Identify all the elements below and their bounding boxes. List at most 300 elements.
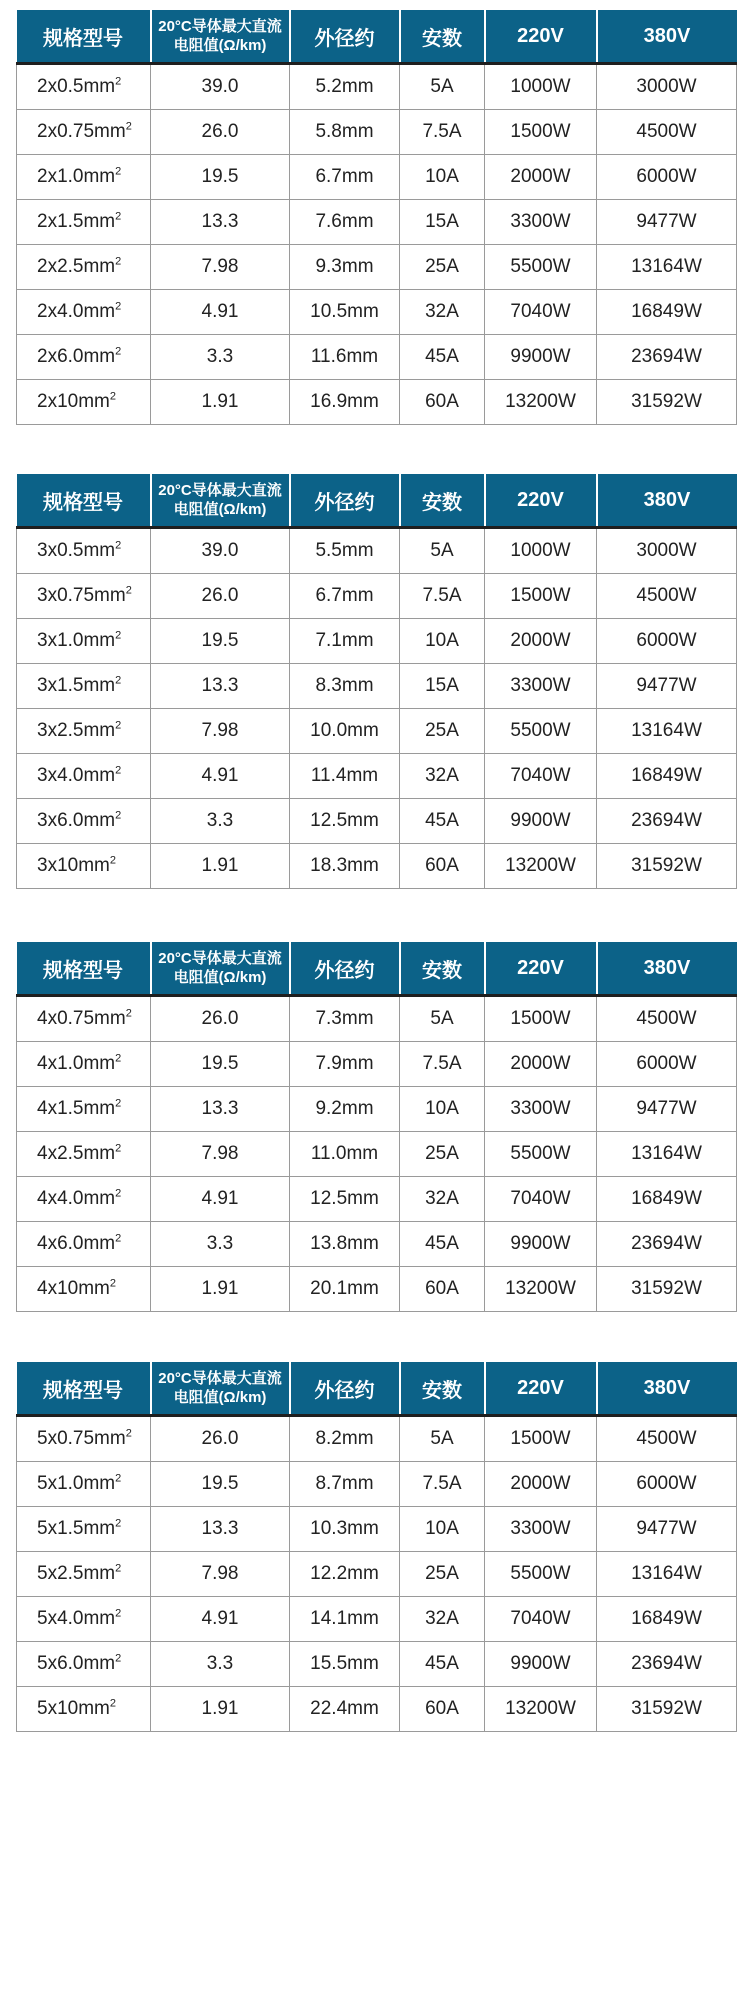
cell-ampacity: 7.5A xyxy=(400,1462,485,1507)
spec-superscript: 2 xyxy=(115,75,122,88)
cell-diameter: 5.8mm xyxy=(290,110,400,155)
table-row xyxy=(17,1267,737,1312)
table-row xyxy=(17,664,737,709)
cell-ampacity: 10A xyxy=(400,1507,485,1552)
spec-superscript: 2 xyxy=(115,539,122,552)
cell-power-380v: 9477W xyxy=(597,1507,737,1552)
cell-power-220v: 7040W xyxy=(485,1597,597,1642)
cell-power-380v: 13164W xyxy=(597,1552,737,1597)
table-row xyxy=(17,245,737,290)
table-row xyxy=(17,1132,737,1177)
cell-diameter: 7.1mm xyxy=(290,619,400,664)
spec-text: 2x10mm xyxy=(37,391,110,412)
cell-resistance: 39.0 xyxy=(151,64,290,110)
cell-diameter: 16.9mm xyxy=(290,380,400,425)
cell-power-220v: 3300W xyxy=(485,1087,597,1132)
header-resistance-line1: 20°C导体最大直流 xyxy=(158,18,282,35)
cell-power-220v: 1000W xyxy=(485,64,597,110)
cell-spec xyxy=(17,1267,151,1312)
cell-ampacity: 60A xyxy=(400,1687,485,1732)
table-row xyxy=(17,1687,737,1732)
cell-ampacity: 32A xyxy=(400,1177,485,1222)
spec-text: 3x4.0mm xyxy=(37,765,116,786)
cell-ampacity: 60A xyxy=(400,844,485,889)
header-row xyxy=(17,474,737,528)
cell-power-220v: 1500W xyxy=(485,996,597,1042)
cell-power-220v: 9900W xyxy=(485,1222,597,1267)
cell-power-220v: 9900W xyxy=(485,799,597,844)
header-resistance xyxy=(151,474,290,528)
spec-text: 3x1.0mm xyxy=(37,630,116,651)
spec-text: 5x2.5mm xyxy=(37,1563,116,1584)
header-row xyxy=(17,10,737,64)
cell-power-220v: 5500W xyxy=(485,709,597,754)
spec-superscript: 2 xyxy=(115,674,122,687)
cell-power-220v: 1500W xyxy=(485,110,597,155)
table-row xyxy=(17,1462,737,1507)
cell-spec xyxy=(17,1687,151,1732)
spec-superscript: 2 xyxy=(109,390,116,403)
cell-resistance: 19.5 xyxy=(151,1042,290,1087)
cell-power-380v: 16849W xyxy=(597,754,737,799)
cell-spec xyxy=(17,335,151,380)
header-resistance-line2: 电阻值(Ω/km) xyxy=(173,501,267,518)
header-resistance-line1: 20°C导体最大直流 xyxy=(158,950,282,967)
header-diameter: 外径约 xyxy=(290,942,400,996)
header-ampacity: 安数 xyxy=(400,1362,485,1416)
cell-resistance: 7.98 xyxy=(151,1552,290,1597)
cell-power-220v: 2000W xyxy=(485,1042,597,1087)
spec-text: 2x1.0mm xyxy=(37,166,116,187)
cell-spec xyxy=(17,1642,151,1687)
cell-resistance: 7.98 xyxy=(151,245,290,290)
cell-power-380v: 31592W xyxy=(597,844,737,889)
spec-superscript: 2 xyxy=(109,1697,116,1710)
spec-superscript: 2 xyxy=(115,1562,122,1575)
table-row xyxy=(17,1087,737,1132)
table-row xyxy=(17,110,737,155)
cell-spec xyxy=(17,709,151,754)
cell-spec xyxy=(17,1507,151,1552)
cell-ampacity: 5A xyxy=(400,64,485,110)
cell-diameter: 15.5mm xyxy=(290,1642,400,1687)
spec-superscript: 2 xyxy=(115,1652,122,1665)
cell-diameter: 10.0mm xyxy=(290,709,400,754)
cell-spec xyxy=(17,1177,151,1222)
cell-resistance: 19.5 xyxy=(151,155,290,200)
cell-ampacity: 60A xyxy=(400,1267,485,1312)
cell-resistance: 4.91 xyxy=(151,1177,290,1222)
spec-superscript: 2 xyxy=(115,1187,122,1200)
cell-spec xyxy=(17,110,151,155)
cell-ampacity: 15A xyxy=(400,664,485,709)
cell-power-380v: 6000W xyxy=(597,619,737,664)
table-row xyxy=(17,64,737,110)
header-220v: 220V xyxy=(485,10,597,64)
cell-power-220v: 2000W xyxy=(485,619,597,664)
cell-diameter: 12.2mm xyxy=(290,1552,400,1597)
cell-ampacity: 10A xyxy=(400,155,485,200)
spec-text: 5x1.5mm xyxy=(37,1518,116,1539)
table-row xyxy=(17,574,737,619)
spec-superscript: 2 xyxy=(115,1097,122,1110)
cell-diameter: 8.3mm xyxy=(290,664,400,709)
cell-spec xyxy=(17,1597,151,1642)
cell-power-380v: 16849W xyxy=(597,290,737,335)
cell-power-220v: 5500W xyxy=(485,245,597,290)
header-ampacity: 安数 xyxy=(400,942,485,996)
cell-resistance: 26.0 xyxy=(151,110,290,155)
spec-text: 2x4.0mm xyxy=(37,301,116,322)
spec-text: 4x6.0mm xyxy=(37,1233,116,1254)
spec-superscript: 2 xyxy=(125,584,132,597)
cell-power-220v: 2000W xyxy=(485,155,597,200)
cell-resistance: 1.91 xyxy=(151,1687,290,1732)
header-resistance xyxy=(151,942,290,996)
header-resistance xyxy=(151,1362,290,1416)
spec-superscript: 2 xyxy=(115,345,122,358)
spec-text: 3x10mm xyxy=(37,855,110,876)
table-row xyxy=(17,1642,737,1687)
header-220v: 220V xyxy=(485,474,597,528)
cell-power-380v: 4500W xyxy=(597,574,737,619)
spec-table-3-core xyxy=(16,474,737,889)
spec-text: 2x0.5mm xyxy=(37,76,116,97)
cell-power-380v: 16849W xyxy=(597,1597,737,1642)
spec-text: 4x10mm xyxy=(37,1278,110,1299)
spec-superscript: 2 xyxy=(115,210,122,223)
spec-text: 2x1.5mm xyxy=(37,211,116,232)
cell-power-380v: 3000W xyxy=(597,528,737,574)
cell-ampacity: 10A xyxy=(400,619,485,664)
table-row xyxy=(17,1552,737,1597)
cell-spec xyxy=(17,1087,151,1132)
header-ampacity: 安数 xyxy=(400,10,485,64)
cell-spec xyxy=(17,574,151,619)
cell-ampacity: 5A xyxy=(400,996,485,1042)
spec-superscript: 2 xyxy=(115,764,122,777)
cell-ampacity: 25A xyxy=(400,245,485,290)
cell-power-380v: 31592W xyxy=(597,380,737,425)
cell-ampacity: 60A xyxy=(400,380,485,425)
cell-diameter: 9.3mm xyxy=(290,245,400,290)
cell-resistance: 39.0 xyxy=(151,528,290,574)
spec-superscript: 2 xyxy=(125,1007,132,1020)
cell-resistance: 1.91 xyxy=(151,1267,290,1312)
spec-text: 4x1.0mm xyxy=(37,1053,116,1074)
cell-ampacity: 45A xyxy=(400,799,485,844)
spec-text: 2x2.5mm xyxy=(37,256,116,277)
cell-power-220v: 7040W xyxy=(485,290,597,335)
cell-ampacity: 7.5A xyxy=(400,110,485,155)
cell-power-220v: 5500W xyxy=(485,1552,597,1597)
spec-superscript: 2 xyxy=(115,165,122,178)
cell-ampacity: 45A xyxy=(400,1642,485,1687)
cell-resistance: 1.91 xyxy=(151,380,290,425)
table-row xyxy=(17,709,737,754)
spec-superscript: 2 xyxy=(125,120,132,133)
spec-superscript: 2 xyxy=(115,1052,122,1065)
cell-power-380v: 23694W xyxy=(597,1222,737,1267)
header-resistance-line1: 20°C导体最大直流 xyxy=(158,1370,282,1387)
header-diameter: 外径约 xyxy=(290,1362,400,1416)
cell-diameter: 12.5mm xyxy=(290,1177,400,1222)
cell-resistance: 4.91 xyxy=(151,290,290,335)
spec-superscript: 2 xyxy=(125,1427,132,1440)
cell-power-380v: 23694W xyxy=(597,799,737,844)
cell-power-220v: 9900W xyxy=(485,335,597,380)
cell-power-220v: 2000W xyxy=(485,1462,597,1507)
header-spec: 规格型号 xyxy=(17,10,151,64)
cell-diameter: 6.7mm xyxy=(290,574,400,619)
header-spec: 规格型号 xyxy=(17,474,151,528)
cell-power-220v: 7040W xyxy=(485,1177,597,1222)
cell-resistance: 3.3 xyxy=(151,1642,290,1687)
cell-power-380v: 6000W xyxy=(597,155,737,200)
table-row xyxy=(17,155,737,200)
cell-diameter: 7.9mm xyxy=(290,1042,400,1087)
cell-ampacity: 5A xyxy=(400,528,485,574)
spec-superscript: 2 xyxy=(115,1472,122,1485)
cell-spec xyxy=(17,64,151,110)
spec-superscript: 2 xyxy=(115,255,122,268)
cell-resistance: 4.91 xyxy=(151,754,290,799)
spec-superscript: 2 xyxy=(115,300,122,313)
cell-power-220v: 13200W xyxy=(485,1267,597,1312)
cell-resistance: 13.3 xyxy=(151,664,290,709)
cell-resistance: 26.0 xyxy=(151,996,290,1042)
cell-power-380v: 13164W xyxy=(597,245,737,290)
cell-resistance: 7.98 xyxy=(151,1132,290,1177)
cell-diameter: 7.6mm xyxy=(290,200,400,245)
spec-text: 3x0.5mm xyxy=(37,540,116,561)
spec-text: 5x1.0mm xyxy=(37,1473,116,1494)
cell-power-380v: 31592W xyxy=(597,1267,737,1312)
header-220v: 220V xyxy=(485,942,597,996)
cell-power-380v: 6000W xyxy=(597,1042,737,1087)
spec-text: 4x2.5mm xyxy=(37,1143,116,1164)
cell-diameter: 11.0mm xyxy=(290,1132,400,1177)
table-row xyxy=(17,335,737,380)
cell-diameter: 5.2mm xyxy=(290,64,400,110)
table-row xyxy=(17,290,737,335)
cell-resistance: 3.3 xyxy=(151,335,290,380)
cell-power-220v: 13200W xyxy=(485,380,597,425)
cell-ampacity: 32A xyxy=(400,754,485,799)
cell-diameter: 5.5mm xyxy=(290,528,400,574)
spec-table-5-core xyxy=(16,1362,737,1732)
cell-resistance: 3.3 xyxy=(151,1222,290,1267)
cell-power-380v: 16849W xyxy=(597,1177,737,1222)
spec-table-4-core xyxy=(16,942,737,1312)
header-resistance-line2: 电阻值(Ω/km) xyxy=(173,1389,267,1406)
cell-diameter: 7.3mm xyxy=(290,996,400,1042)
cell-ampacity: 45A xyxy=(400,1222,485,1267)
header-diameter: 外径约 xyxy=(290,10,400,64)
header-resistance-line1: 20°C导体最大直流 xyxy=(158,482,282,499)
spec-table-2-core xyxy=(16,10,737,425)
header-spec: 规格型号 xyxy=(17,1362,151,1416)
cell-spec xyxy=(17,844,151,889)
spec-superscript: 2 xyxy=(115,629,122,642)
cell-ampacity: 15A xyxy=(400,200,485,245)
cell-power-220v: 13200W xyxy=(485,1687,597,1732)
cell-power-220v: 1500W xyxy=(485,574,597,619)
cell-resistance: 1.91 xyxy=(151,844,290,889)
cell-resistance: 19.5 xyxy=(151,1462,290,1507)
cell-spec xyxy=(17,290,151,335)
cell-ampacity: 32A xyxy=(400,1597,485,1642)
cell-power-220v: 9900W xyxy=(485,1642,597,1687)
header-220v: 220V xyxy=(485,1362,597,1416)
table-row xyxy=(17,799,737,844)
cell-diameter: 12.5mm xyxy=(290,799,400,844)
table-row xyxy=(17,844,737,889)
cell-spec xyxy=(17,1042,151,1087)
table-row xyxy=(17,619,737,664)
cell-power-380v: 6000W xyxy=(597,1462,737,1507)
cell-ampacity: 25A xyxy=(400,1552,485,1597)
cell-ampacity: 7.5A xyxy=(400,574,485,619)
header-row xyxy=(17,942,737,996)
cell-resistance: 4.91 xyxy=(151,1597,290,1642)
spec-text: 3x2.5mm xyxy=(37,720,116,741)
cell-diameter: 10.3mm xyxy=(290,1507,400,1552)
cell-power-380v: 4500W xyxy=(597,996,737,1042)
cell-spec xyxy=(17,1416,151,1462)
table-row xyxy=(17,754,737,799)
spec-text: 3x1.5mm xyxy=(37,675,116,696)
header-row xyxy=(17,1362,737,1416)
cell-ampacity: 7.5A xyxy=(400,1042,485,1087)
cell-ampacity: 25A xyxy=(400,1132,485,1177)
cell-diameter: 10.5mm xyxy=(290,290,400,335)
cell-spec xyxy=(17,380,151,425)
spec-superscript: 2 xyxy=(115,809,122,822)
cell-diameter: 8.7mm xyxy=(290,1462,400,1507)
cell-ampacity: 45A xyxy=(400,335,485,380)
header-resistance xyxy=(151,10,290,64)
header-380v: 380V xyxy=(597,474,737,528)
cell-diameter: 22.4mm xyxy=(290,1687,400,1732)
spec-text: 4x1.5mm xyxy=(37,1098,116,1119)
cell-power-220v: 7040W xyxy=(485,754,597,799)
cell-diameter: 11.4mm xyxy=(290,754,400,799)
cell-power-380v: 23694W xyxy=(597,335,737,380)
header-spec: 规格型号 xyxy=(17,942,151,996)
spec-text: 5x6.0mm xyxy=(37,1653,116,1674)
table-row xyxy=(17,1222,737,1267)
cell-resistance: 19.5 xyxy=(151,619,290,664)
cell-ampacity: 32A xyxy=(400,290,485,335)
cell-resistance: 3.3 xyxy=(151,799,290,844)
cell-power-220v: 5500W xyxy=(485,1132,597,1177)
table-row xyxy=(17,1597,737,1642)
cell-resistance: 26.0 xyxy=(151,1416,290,1462)
cell-power-220v: 3300W xyxy=(485,200,597,245)
cell-power-380v: 13164W xyxy=(597,1132,737,1177)
header-diameter: 外径约 xyxy=(290,474,400,528)
spec-superscript: 2 xyxy=(109,1277,116,1290)
cell-power-220v: 13200W xyxy=(485,844,597,889)
spec-superscript: 2 xyxy=(115,1517,122,1530)
spec-text: 5x4.0mm xyxy=(37,1608,116,1629)
cell-diameter: 13.8mm xyxy=(290,1222,400,1267)
header-380v: 380V xyxy=(597,10,737,64)
cell-diameter: 20.1mm xyxy=(290,1267,400,1312)
cell-power-220v: 1000W xyxy=(485,528,597,574)
cell-resistance: 26.0 xyxy=(151,574,290,619)
cell-spec xyxy=(17,996,151,1042)
spec-superscript: 2 xyxy=(115,1232,122,1245)
cell-diameter: 18.3mm xyxy=(290,844,400,889)
header-ampacity: 安数 xyxy=(400,474,485,528)
cell-power-380v: 4500W xyxy=(597,110,737,155)
cell-spec xyxy=(17,619,151,664)
cell-spec xyxy=(17,528,151,574)
cell-power-220v: 1500W xyxy=(485,1416,597,1462)
cell-power-380v: 9477W xyxy=(597,1087,737,1132)
cell-diameter: 14.1mm xyxy=(290,1597,400,1642)
spec-text: 4x4.0mm xyxy=(37,1188,116,1209)
cell-power-380v: 9477W xyxy=(597,200,737,245)
cell-spec xyxy=(17,1552,151,1597)
cell-power-220v: 3300W xyxy=(485,1507,597,1552)
spec-text: 2x6.0mm xyxy=(37,346,116,367)
cell-spec xyxy=(17,200,151,245)
cell-spec xyxy=(17,1462,151,1507)
cell-spec xyxy=(17,754,151,799)
header-resistance-line2: 电阻值(Ω/km) xyxy=(173,37,267,54)
table-row xyxy=(17,528,737,574)
cell-spec xyxy=(17,1132,151,1177)
table-row xyxy=(17,1416,737,1462)
header-380v: 380V xyxy=(597,942,737,996)
spec-text: 5x10mm xyxy=(37,1698,110,1719)
cell-power-380v: 4500W xyxy=(597,1416,737,1462)
cell-power-220v: 3300W xyxy=(485,664,597,709)
spec-text: 3x0.75mm xyxy=(37,585,126,606)
header-resistance-line2: 电阻值(Ω/km) xyxy=(173,969,267,986)
cell-resistance: 13.3 xyxy=(151,1087,290,1132)
spec-superscript: 2 xyxy=(115,1607,122,1620)
spec-superscript: 2 xyxy=(115,1142,122,1155)
table-row xyxy=(17,1507,737,1552)
cell-power-380v: 3000W xyxy=(597,64,737,110)
cell-ampacity: 25A xyxy=(400,709,485,754)
cell-spec xyxy=(17,245,151,290)
table-row xyxy=(17,1177,737,1222)
spec-text: 2x0.75mm xyxy=(37,121,126,142)
table-row xyxy=(17,200,737,245)
cell-diameter: 11.6mm xyxy=(290,335,400,380)
cell-power-380v: 9477W xyxy=(597,664,737,709)
header-380v: 380V xyxy=(597,1362,737,1416)
spec-text: 3x6.0mm xyxy=(37,810,116,831)
spec-superscript: 2 xyxy=(115,719,122,732)
cell-ampacity: 10A xyxy=(400,1087,485,1132)
cell-diameter: 8.2mm xyxy=(290,1416,400,1462)
cell-spec xyxy=(17,1222,151,1267)
cell-diameter: 6.7mm xyxy=(290,155,400,200)
cell-resistance: 7.98 xyxy=(151,709,290,754)
cell-spec xyxy=(17,664,151,709)
cell-power-380v: 31592W xyxy=(597,1687,737,1732)
cell-power-380v: 13164W xyxy=(597,709,737,754)
cell-ampacity: 5A xyxy=(400,1416,485,1462)
table-row xyxy=(17,1042,737,1087)
spec-superscript: 2 xyxy=(109,854,116,867)
